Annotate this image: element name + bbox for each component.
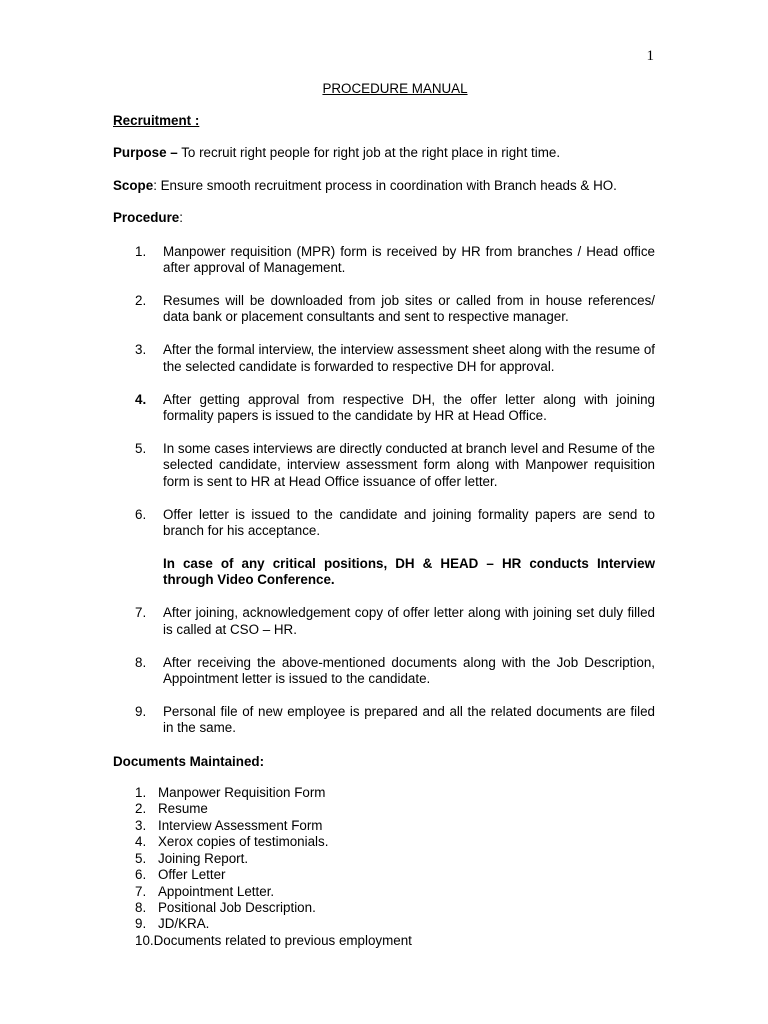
step-number: 1. xyxy=(135,243,147,259)
document-item xyxy=(113,884,655,900)
recruitment-heading: Recruitment : xyxy=(113,113,200,128)
step-number: 2. xyxy=(135,292,147,308)
step-text: After the formal interview, the interview assessment sheet along with the resume of the selected candidate is forwarded to respective DH for approval. xyxy=(163,342,655,374)
document-number: 8. xyxy=(135,899,147,915)
procedure-steps xyxy=(113,244,655,737)
procedure-suffix: : xyxy=(179,210,183,226)
document-item xyxy=(113,834,655,850)
document-number: 10. xyxy=(135,932,154,948)
document-text: Resume xyxy=(158,801,208,817)
scope-paragraph xyxy=(113,178,655,194)
document-body xyxy=(113,113,655,949)
step-text: Resumes will be downloaded from job sites or called from in house references/ data bank or placement consultants and sent to respective manager. xyxy=(163,292,655,325)
purpose-label: Purpose – xyxy=(113,145,178,161)
procedure-step xyxy=(113,704,655,737)
procedure-label: Procedure xyxy=(113,210,180,226)
document-item xyxy=(113,867,655,883)
document-item xyxy=(113,851,655,867)
document-title: PROCEDURE MANUAL xyxy=(322,81,468,96)
document-number: 2. xyxy=(135,801,147,817)
document-number: 5. xyxy=(135,850,147,866)
step-text: After joining, acknowledgement copy of offer letter along with joining set duly filled is called at CSO – HR. xyxy=(163,605,655,637)
step-number: 3. xyxy=(135,342,147,358)
document-number: 3. xyxy=(135,817,147,833)
document-item xyxy=(113,801,655,817)
procedure-step xyxy=(113,244,655,277)
purpose-paragraph xyxy=(113,145,655,161)
document-text: Positional Job Description. xyxy=(158,899,316,915)
document-number: 7. xyxy=(135,883,147,899)
documents-list xyxy=(113,785,655,949)
step-number: 7. xyxy=(135,605,147,621)
procedure-step xyxy=(113,605,655,638)
document-text: Interview Assessment Form xyxy=(158,817,323,833)
document-text: JD/KRA. xyxy=(158,916,210,932)
document-text: Offer Letter xyxy=(158,867,226,883)
document-text: Manpower Requisition Form xyxy=(158,785,326,801)
document-item xyxy=(113,916,655,932)
procedure-heading xyxy=(113,210,655,226)
step-number: 8. xyxy=(135,654,147,670)
page-number: 1 xyxy=(646,48,654,64)
procedure-step xyxy=(113,441,655,490)
step-text: After getting approval from respective DH, the offer letter along with joining formality papers is issued to the candidate by HR at Head Office. xyxy=(163,391,655,423)
document-number: 9. xyxy=(135,916,147,932)
document-item xyxy=(113,785,655,801)
document-item xyxy=(113,933,655,949)
scope-text: : Ensure smooth recruitment process in coordination with Branch heads & HO. xyxy=(153,177,617,193)
document-item xyxy=(113,900,655,916)
step-number: 9. xyxy=(135,703,147,719)
document-text: Xerox copies of testimonials. xyxy=(158,834,329,850)
procedure-step xyxy=(113,655,655,688)
step-text: After receiving the above-mentioned documents along with the Job Description, Appointment letter is issued to the candidate. xyxy=(163,654,655,686)
scope-label: Scope xyxy=(113,177,154,193)
document-text: Joining Report. xyxy=(158,850,249,866)
step-text: Personal file of new employee is prepared and all the related documents are filed in the same. xyxy=(163,703,655,736)
document-text: Appointment Letter. xyxy=(158,883,275,899)
documents-heading: Documents Maintained: xyxy=(113,753,265,769)
procedure-step xyxy=(113,392,655,425)
step-number: 5. xyxy=(135,440,147,456)
step-number: 4. xyxy=(135,391,147,407)
step-text: Manpower requisition (MPR) form is received by HR from branches / Head office after approval of Management. xyxy=(163,243,655,276)
document-item xyxy=(113,818,655,834)
document-text: Documents related to previous employment xyxy=(153,932,412,948)
purpose-text: To recruit right people for right job at the right place in right time. xyxy=(177,145,561,161)
document-number: 1. xyxy=(135,785,147,801)
step-text: Offer letter is issued to the candidate and joining formality papers are send to branch for his acceptance. xyxy=(163,506,655,538)
document-number: 4. xyxy=(135,834,147,850)
document-number: 6. xyxy=(135,867,147,883)
procedure-step xyxy=(113,342,655,375)
critical-position-note: In case of any critical positions, DH & HEAD – HR conducts Interview through Video Conference. xyxy=(163,555,655,588)
procedure-step xyxy=(113,293,655,326)
step-number: 6. xyxy=(135,506,147,522)
procedure-step xyxy=(113,507,655,540)
step-text: In some cases interviews are directly conducted at branch level and Resume of the selected candidate, interview assessment form along with Manpower requisition form is sent to HR at Head Office issuance of offer letter. xyxy=(163,440,655,489)
